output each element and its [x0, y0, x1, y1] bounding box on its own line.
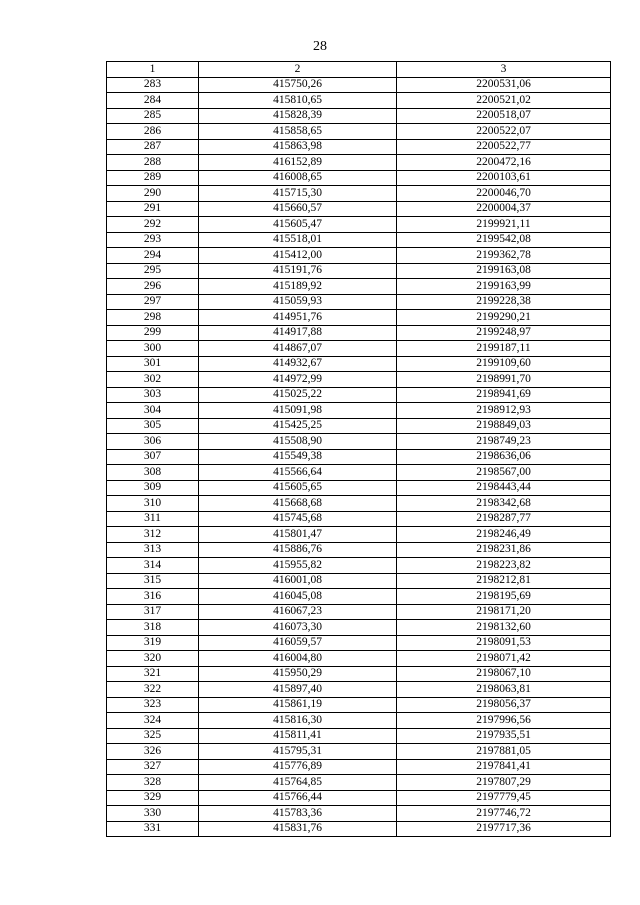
- cell-y-coordinate: 2200531,06: [397, 77, 611, 93]
- cell-point-number: 295: [107, 263, 199, 279]
- cell-point-number: 286: [107, 124, 199, 140]
- cell-point-number: 308: [107, 465, 199, 481]
- cell-point-number: 288: [107, 155, 199, 171]
- cell-x-coordinate: 415828,39: [199, 108, 397, 124]
- table-row: [107, 604, 611, 620]
- cell-x-coordinate: 415605,47: [199, 217, 397, 233]
- cell-point-number: 307: [107, 449, 199, 465]
- cell-point-number: 314: [107, 558, 199, 574]
- cell-x-coordinate: 415189,92: [199, 279, 397, 295]
- cell-y-coordinate: 2198063,81: [397, 682, 611, 698]
- cell-x-coordinate: 415715,30: [199, 186, 397, 202]
- cell-point-number: 325: [107, 728, 199, 744]
- page-number: 28: [313, 39, 327, 54]
- cell-point-number: 331: [107, 821, 199, 837]
- cell-x-coordinate: 415508,90: [199, 434, 397, 450]
- cell-y-coordinate: 2197717,36: [397, 821, 611, 837]
- cell-x-coordinate: 415764,85: [199, 775, 397, 791]
- table-row: [107, 806, 611, 822]
- table-row: [107, 248, 611, 264]
- cell-x-coordinate: 415783,36: [199, 806, 397, 822]
- cell-y-coordinate: 2200521,02: [397, 93, 611, 109]
- cell-y-coordinate: 2198287,77: [397, 511, 611, 527]
- table-row: [107, 93, 611, 109]
- cell-y-coordinate: 2198567,00: [397, 465, 611, 481]
- cell-y-coordinate: 2198231,86: [397, 542, 611, 558]
- cell-point-number: 292: [107, 217, 199, 233]
- cell-x-coordinate: 415766,44: [199, 790, 397, 806]
- cell-x-coordinate: 415863,98: [199, 139, 397, 155]
- table-header: [107, 62, 611, 78]
- cell-point-number: 309: [107, 480, 199, 496]
- cell-point-number: 285: [107, 108, 199, 124]
- table-row: [107, 341, 611, 357]
- table-row: [107, 449, 611, 465]
- cell-point-number: 287: [107, 139, 199, 155]
- cell-y-coordinate: 2197935,51: [397, 728, 611, 744]
- cell-y-coordinate: 2200046,70: [397, 186, 611, 202]
- cell-y-coordinate: 2198342,68: [397, 496, 611, 512]
- table-row: [107, 635, 611, 651]
- cell-point-number: 291: [107, 201, 199, 217]
- cell-y-coordinate: 2198749,23: [397, 434, 611, 450]
- cell-y-coordinate: 2198212,81: [397, 573, 611, 589]
- cell-x-coordinate: 415950,29: [199, 666, 397, 682]
- cell-point-number: 289: [107, 170, 199, 186]
- table-row: [107, 744, 611, 760]
- cell-y-coordinate: 2198223,82: [397, 558, 611, 574]
- cell-y-coordinate: 2199362,78: [397, 248, 611, 264]
- cell-x-coordinate: 416059,57: [199, 635, 397, 651]
- column-header-y: 3: [397, 62, 611, 78]
- cell-point-number: 284: [107, 93, 199, 109]
- cell-y-coordinate: 2200472,16: [397, 155, 611, 171]
- table-row: [107, 790, 611, 806]
- cell-point-number: 317: [107, 604, 199, 620]
- cell-y-coordinate: 2199109,60: [397, 356, 611, 372]
- cell-y-coordinate: 2197881,05: [397, 744, 611, 760]
- table-row: [107, 821, 611, 837]
- cell-y-coordinate: 2199187,11: [397, 341, 611, 357]
- cell-x-coordinate: 414917,88: [199, 325, 397, 341]
- cell-y-coordinate: 2198941,69: [397, 387, 611, 403]
- cell-x-coordinate: 416152,89: [199, 155, 397, 171]
- cell-point-number: 306: [107, 434, 199, 450]
- header-row: [107, 62, 611, 78]
- cell-y-coordinate: 2198246,49: [397, 527, 611, 543]
- cell-y-coordinate: 2198132,60: [397, 620, 611, 636]
- table-row: [107, 294, 611, 310]
- cell-x-coordinate: 415776,89: [199, 759, 397, 775]
- cell-y-coordinate: 2198067,10: [397, 666, 611, 682]
- cell-x-coordinate: 415191,76: [199, 263, 397, 279]
- cell-point-number: 312: [107, 527, 199, 543]
- cell-point-number: 322: [107, 682, 199, 698]
- cell-y-coordinate: 2197779,45: [397, 790, 611, 806]
- cell-y-coordinate: 2200522,77: [397, 139, 611, 155]
- cell-y-coordinate: 2199228,38: [397, 294, 611, 310]
- table-row: [107, 666, 611, 682]
- table-row: [107, 573, 611, 589]
- table-row: [107, 232, 611, 248]
- cell-point-number: 303: [107, 387, 199, 403]
- table-row: [107, 713, 611, 729]
- cell-x-coordinate: 415059,93: [199, 294, 397, 310]
- cell-x-coordinate: 415566,64: [199, 465, 397, 481]
- table-row: [107, 434, 611, 450]
- table-row: [107, 139, 611, 155]
- table-row: [107, 697, 611, 713]
- table-row: [107, 124, 611, 140]
- cell-y-coordinate: 2198171,20: [397, 604, 611, 620]
- cell-point-number: 310: [107, 496, 199, 512]
- table-row: [107, 418, 611, 434]
- table-row: [107, 325, 611, 341]
- cell-point-number: 328: [107, 775, 199, 791]
- cell-x-coordinate: 415549,38: [199, 449, 397, 465]
- cell-point-number: 323: [107, 697, 199, 713]
- table-row: [107, 759, 611, 775]
- table-row: [107, 496, 611, 512]
- cell-point-number: 290: [107, 186, 199, 202]
- cell-point-number: 298: [107, 310, 199, 326]
- cell-y-coordinate: 2198912,93: [397, 403, 611, 419]
- table-row: [107, 465, 611, 481]
- column-header-x: 2: [199, 62, 397, 78]
- cell-x-coordinate: 415412,00: [199, 248, 397, 264]
- cell-y-coordinate: 2200518,07: [397, 108, 611, 124]
- cell-y-coordinate: 2200004,37: [397, 201, 611, 217]
- cell-point-number: 294: [107, 248, 199, 264]
- cell-point-number: 315: [107, 573, 199, 589]
- table-row: [107, 480, 611, 496]
- cell-x-coordinate: 416001,08: [199, 573, 397, 589]
- cell-x-coordinate: 415518,01: [199, 232, 397, 248]
- cell-y-coordinate: 2198195,69: [397, 589, 611, 605]
- cell-point-number: 300: [107, 341, 199, 357]
- table-row: [107, 170, 611, 186]
- cell-y-coordinate: 2199248,97: [397, 325, 611, 341]
- cell-x-coordinate: 415811,41: [199, 728, 397, 744]
- cell-y-coordinate: 2197807,29: [397, 775, 611, 791]
- cell-x-coordinate: 415861,19: [199, 697, 397, 713]
- table-row: [107, 511, 611, 527]
- cell-y-coordinate: 2199290,21: [397, 310, 611, 326]
- cell-x-coordinate: 414867,07: [199, 341, 397, 357]
- column-header-number: 1: [107, 62, 199, 78]
- cell-x-coordinate: 416045,08: [199, 589, 397, 605]
- table-row: [107, 77, 611, 93]
- cell-y-coordinate: 2197746,72: [397, 806, 611, 822]
- cell-point-number: 305: [107, 418, 199, 434]
- table-row: [107, 217, 611, 233]
- cell-x-coordinate: 415750,26: [199, 77, 397, 93]
- cell-y-coordinate: 2198056,37: [397, 697, 611, 713]
- cell-x-coordinate: 415745,68: [199, 511, 397, 527]
- cell-point-number: 329: [107, 790, 199, 806]
- coordinates-table: [106, 61, 611, 837]
- cell-point-number: 316: [107, 589, 199, 605]
- cell-x-coordinate: 415668,68: [199, 496, 397, 512]
- cell-point-number: 319: [107, 635, 199, 651]
- table-row: [107, 263, 611, 279]
- cell-point-number: 301: [107, 356, 199, 372]
- cell-x-coordinate: 416008,65: [199, 170, 397, 186]
- table-row: [107, 527, 611, 543]
- cell-x-coordinate: 415425,25: [199, 418, 397, 434]
- cell-x-coordinate: 415660,57: [199, 201, 397, 217]
- table-row: [107, 201, 611, 217]
- cell-x-coordinate: 415897,40: [199, 682, 397, 698]
- cell-y-coordinate: 2200103,61: [397, 170, 611, 186]
- table-row: [107, 542, 611, 558]
- cell-point-number: 297: [107, 294, 199, 310]
- cell-point-number: 299: [107, 325, 199, 341]
- table-row: [107, 279, 611, 295]
- table-row: [107, 186, 611, 202]
- table-row: [107, 155, 611, 171]
- cell-y-coordinate: 2200522,07: [397, 124, 611, 140]
- table-row: [107, 372, 611, 388]
- table-row: [107, 558, 611, 574]
- cell-x-coordinate: 415810,65: [199, 93, 397, 109]
- cell-x-coordinate: 415816,30: [199, 713, 397, 729]
- cell-x-coordinate: 415795,31: [199, 744, 397, 760]
- table-body: [107, 77, 611, 837]
- cell-x-coordinate: 414951,76: [199, 310, 397, 326]
- cell-x-coordinate: 414932,67: [199, 356, 397, 372]
- table-row: [107, 651, 611, 667]
- table-row: [107, 728, 611, 744]
- cell-y-coordinate: 2198991,70: [397, 372, 611, 388]
- cell-y-coordinate: 2199163,99: [397, 279, 611, 295]
- cell-x-coordinate: 415025,22: [199, 387, 397, 403]
- cell-y-coordinate: 2198443,44: [397, 480, 611, 496]
- cell-point-number: 313: [107, 542, 199, 558]
- cell-y-coordinate: 2198636,06: [397, 449, 611, 465]
- cell-point-number: 293: [107, 232, 199, 248]
- cell-y-coordinate: 2198849,03: [397, 418, 611, 434]
- cell-point-number: 302: [107, 372, 199, 388]
- cell-y-coordinate: 2199542,08: [397, 232, 611, 248]
- cell-x-coordinate: 416004,80: [199, 651, 397, 667]
- cell-point-number: 320: [107, 651, 199, 667]
- table-row: [107, 620, 611, 636]
- cell-point-number: 296: [107, 279, 199, 295]
- table-row: [107, 403, 611, 419]
- table-row: [107, 775, 611, 791]
- table-row: [107, 310, 611, 326]
- cell-y-coordinate: 2199163,08: [397, 263, 611, 279]
- cell-x-coordinate: 415955,82: [199, 558, 397, 574]
- cell-x-coordinate: 415801,47: [199, 527, 397, 543]
- table-row: [107, 589, 611, 605]
- cell-x-coordinate: 415091,98: [199, 403, 397, 419]
- table-row: [107, 387, 611, 403]
- cell-y-coordinate: 2199921,11: [397, 217, 611, 233]
- cell-x-coordinate: 415605,65: [199, 480, 397, 496]
- cell-point-number: 311: [107, 511, 199, 527]
- cell-x-coordinate: 415831,76: [199, 821, 397, 837]
- cell-point-number: 330: [107, 806, 199, 822]
- cell-point-number: 326: [107, 744, 199, 760]
- table-row: [107, 682, 611, 698]
- cell-x-coordinate: 416067,23: [199, 604, 397, 620]
- table-row: [107, 356, 611, 372]
- cell-x-coordinate: 416073,30: [199, 620, 397, 636]
- cell-point-number: 318: [107, 620, 199, 636]
- cell-x-coordinate: 414972,99: [199, 372, 397, 388]
- cell-y-coordinate: 2197996,56: [397, 713, 611, 729]
- table-row: [107, 108, 611, 124]
- cell-y-coordinate: 2198091,53: [397, 635, 611, 651]
- cell-y-coordinate: 2197841,41: [397, 759, 611, 775]
- cell-point-number: 327: [107, 759, 199, 775]
- cell-point-number: 283: [107, 77, 199, 93]
- cell-y-coordinate: 2198071,42: [397, 651, 611, 667]
- cell-point-number: 324: [107, 713, 199, 729]
- cell-point-number: 304: [107, 403, 199, 419]
- cell-x-coordinate: 415886,76: [199, 542, 397, 558]
- cell-x-coordinate: 415858,65: [199, 124, 397, 140]
- cell-point-number: 321: [107, 666, 199, 682]
